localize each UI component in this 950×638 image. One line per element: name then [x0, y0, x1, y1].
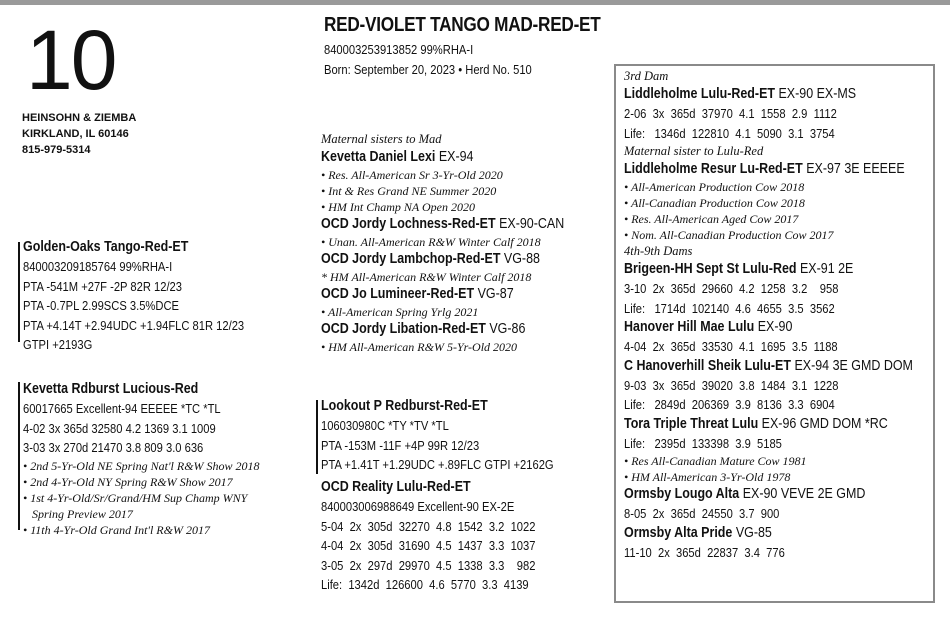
sire-line: GTPI +2193G [23, 337, 93, 352]
ancestor-dam-line: 8-05 2x 365d 24550 3.7 900 [624, 506, 780, 521]
ancestor-dam-line: 3-10 2x 365d 29660 4.2 1258 3.2 958 [624, 281, 839, 296]
ancestor-dam-name: C Hanoverhill Sheik Lulu-ET EX-94 3E GMD DOM [624, 357, 913, 374]
animal-reg: 840003253913852 99%RHA-I [324, 42, 474, 57]
ancestor-dam-name: Tora Triple Threat Lulu EX-96 GMD DOM *RC [624, 415, 888, 432]
sire-line: 840003209185764 99%RHA-I [23, 259, 173, 274]
dam-line: 4-04 2x 305d 31690 4.5 1437 3.3 1037 [321, 538, 536, 553]
dam-sire-line: 106030980C *TY *TV *TL [321, 418, 449, 433]
dam-name: OCD Reality Lulu-Red-ET [321, 479, 471, 495]
sire-line: PTA +4.14T +2.94UDC +1.94FLC 81R 12/23 [23, 317, 245, 333]
consignor-phone: 815-979-5314 [22, 144, 91, 156]
sister-note: • All-American Spring Yrlg 2021 [321, 305, 479, 319]
sister-note: • Res. All-American Sr 3-Yr-Old 2020 [321, 168, 503, 182]
dam-line: 3-05 2x 297d 29970 4.5 1338 3.3 982 [321, 557, 536, 573]
lulu-sister-note: • All-Canadian Production Cow 2018 [624, 196, 805, 210]
sister-note: • HM Int Champ NA Open 2020 [321, 200, 475, 214]
sister-note: * HM All-American R&W Winter Calf 2018 [321, 270, 532, 284]
dam-sire-name: Lookout P Redburst-Red-ET [321, 398, 488, 414]
ancestor-dam-name: Brigeen-HH Sept St Lulu-Red EX-91 2E [624, 261, 854, 277]
maternal-sisters-label: Maternal sisters to Mad [321, 132, 442, 146]
consignor-block [22, 110, 136, 158]
sire-dam-note: Spring Preview 2017 [23, 506, 133, 521]
sister-name: Kevetta Daniel Lexi EX-94 [321, 149, 474, 165]
dam-line: 5-04 2x 305d 32270 4.8 1542 3.2 1022 [321, 518, 536, 534]
sire-dam-note: • 2nd 4-Yr-Old NY Spring R&W Show 2017 [23, 474, 233, 489]
ancestor-dam-line: 11-10 2x 365d 22837 3.4 776 [624, 544, 785, 560]
sire-dam-block [23, 380, 260, 538]
dams-4-9-label: 4th-9th Dams [624, 244, 693, 258]
consignor-city: KIRKLAND, IL 60146 [22, 128, 129, 140]
third-dam-name: Liddleholme Lulu-Red-ET EX-90 EX-MS [624, 86, 857, 102]
sire-dam-bracket [18, 382, 20, 530]
dam-line: Life: 1342d 126600 4.6 5770 3.3 4139 [321, 577, 529, 592]
dam-sire-bracket [316, 400, 318, 474]
ancestor-dam-line: 9-03 3x 365d 39020 3.8 1484 3.1 1228 [624, 377, 839, 393]
ancestor-dam-line: 4-04 2x 365d 33530 4.1 1695 3.5 1188 [624, 339, 838, 354]
top-rule [0, 0, 950, 5]
lulu-sister-label: Maternal sister to Lulu-Red [624, 144, 764, 158]
dam-sire-block [321, 397, 592, 475]
third-dam-line: Life: 1346d 122810 4.1 5090 3.1 3754 [624, 125, 835, 141]
lulu-sister-name: Liddleholme Resur Lu-Red-ET EX-97 3E EEEEE [624, 161, 905, 177]
ancestor-dam-line: Life: 2395d 133398 3.9 5185 [624, 435, 782, 451]
sire-dam-name: Kevetta Rdburst Lucious-Red [23, 381, 199, 397]
sire-dam-line: 60017665 Excellent-94 EEEEE *TC *TL [23, 401, 221, 416]
animal-info [324, 40, 566, 79]
ancestor-dam-note: • Res All-Canadian Mature Cow 1981 [624, 454, 807, 468]
dam-sire-line: PTA -153M -11F +4P 99R 12/23 [321, 437, 480, 453]
third-dam-line: 2-06 3x 365d 37970 4.1 1558 2.9 1112 [624, 106, 837, 121]
sister-note: • HM All-American R&W 5-Yr-Old 2020 [321, 340, 518, 354]
ancestor-dam-name: Hanover Hill Mae Lulu EX-90 [624, 319, 793, 335]
sister-name: OCD Jordy Lochness-Red-ET EX-90-CAN [321, 216, 565, 232]
ancestor-dam-line: Life: 1714d 102140 4.6 4655 3.5 3562 [624, 300, 835, 316]
sire-line: PTA -541M +27F -2P 82R 12/23 [23, 278, 183, 294]
dam-line: 840003006988649 Excellent-90 EX-2E [321, 499, 515, 514]
dam-sire-line: PTA +1.41T +1.29UDC +.89FLC GTPI +2162G [321, 457, 554, 472]
sister-note: • Unan. All-American R&W Winter Calf 2018 [321, 235, 541, 249]
ancestor-dam-name: Ormsby Alta Pride VG-85 [624, 524, 772, 541]
sister-name: OCD Jordy Libation-Red-ET VG-86 [321, 321, 526, 337]
lulu-sister-note: • Res. All-American Aged Cow 2017 [624, 212, 799, 226]
sire-bracket [18, 242, 20, 342]
sire-dam-note: • 1st 4-Yr-Old/Sr/Grand/HM Sup Champ WNY [23, 490, 248, 505]
sire-line: PTA -0.7PL 2.99SCS 3.5%DCE [23, 298, 179, 313]
lot-number: 10 [26, 13, 116, 107]
ancestor-dam-line: Life: 2849d 206369 3.9 8136 3.3 6904 [624, 397, 835, 412]
maternal-sisters-block [321, 131, 604, 355]
sire-dam-line: 3-03 3x 270d 21470 3.8 809 3.0 636 [23, 440, 204, 455]
sister-note: • Int & Res Grand NE Summer 2020 [321, 184, 497, 198]
third-dam-label: 3rd Dam [624, 69, 669, 83]
dam-block [321, 478, 570, 595]
lulu-sister-note: • Nom. All-Canadian Production Cow 2017 [624, 228, 834, 242]
sire-dam-line: 4-02 3x 365d 32580 4.2 1369 3.1 1009 [23, 420, 216, 436]
sister-name: OCD Jo Lumineer-Red-ET VG-87 [321, 286, 514, 302]
animal-name: RED-VIOLET TANGO MAD-RED-ET [324, 14, 601, 36]
consignor-name: HEINSOHN & ZIEMBA [22, 112, 137, 124]
sire-name: Golden-Oaks Tango-Red-ET [23, 239, 189, 255]
ancestor-dam-note: • HM All-American 3-Yr-Old 1978 [624, 470, 791, 484]
sire-block [23, 238, 280, 355]
sire-dam-note: • 2nd 5-Yr-Old NE Spring Nat'l R&W Show 2018 [23, 458, 260, 473]
lulu-sister-note: • All-American Production Cow 2018 [624, 180, 805, 194]
dams-box-content [624, 68, 950, 562]
animal-born: Born: September 20, 2023 • Herd No. 510 [324, 61, 532, 77]
sire-dam-note: • 11th 4-Yr-Old Grand Int'l R&W 2017 [23, 522, 210, 537]
sister-name: OCD Jordy Lambchop-Red-ET VG-88 [321, 251, 540, 267]
ancestor-dam-name: Ormsby Lougo Alta EX-90 VEVE 2E GMD [624, 486, 866, 502]
